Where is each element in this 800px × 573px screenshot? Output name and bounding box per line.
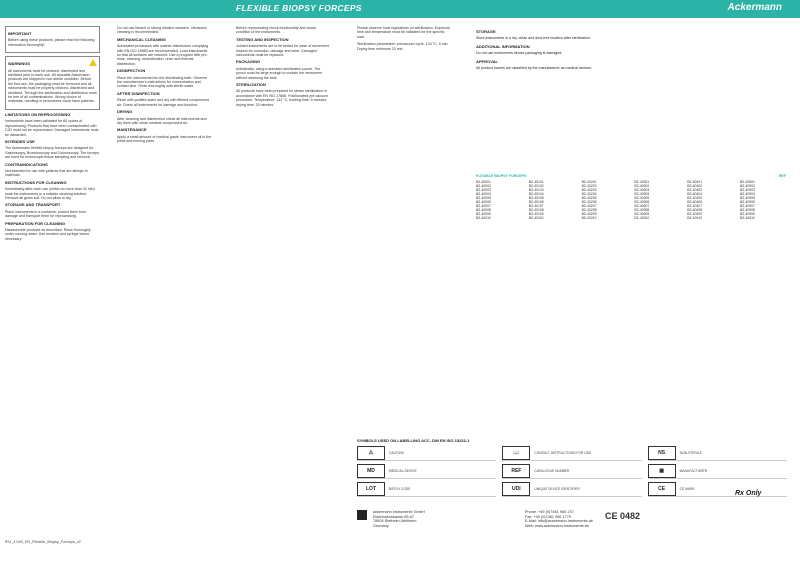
- reference-code: BZ-40003: [476, 187, 491, 192]
- column-4: [357, 26, 452, 54]
- symbol-description: UNIQUE DEVICE IDENTIFIER: [534, 486, 580, 491]
- symbol-description: MANUFACTURER: [679, 468, 708, 473]
- symbol-description: MEDICAL DEVICE: [389, 468, 417, 473]
- limitations-title: LIMITATIONS ON REPROCESSING: [5, 111, 71, 117]
- ce-mark: CE 0482: [605, 511, 641, 521]
- reference-code: BZ-40406: [687, 199, 703, 204]
- reference-code: BZ-40303: [634, 187, 650, 192]
- reference-code: BZ-40408: [687, 207, 703, 212]
- reference-code: BZ-40510: [739, 215, 755, 220]
- reference-code: BZ-40508: [739, 207, 755, 212]
- col3-intro: Before reprocessing check functionality and visual condition of the instruments.: [236, 26, 316, 35]
- reference-code: BZ-40310: [634, 215, 650, 220]
- limitations-text: Instruments have been validated for 60 cycles of reprocessing. Products that have been contaminated with CJD must not be reprocessed. Damaged instruments must be discarded.: [5, 119, 99, 137]
- maintenance-text: Apply a small amount of medical grade instrument oil to the joints and moving parts.: [117, 134, 212, 144]
- address-line-4: Germany: [373, 523, 389, 528]
- storage-transport-text: Place instruments in a container, protect them from damage and transport them for reprocessing.: [5, 209, 87, 219]
- reference-code: BZ-40307: [634, 203, 650, 208]
- contact-info: [525, 510, 593, 528]
- symbol-row: [502, 445, 641, 461]
- reference-code: BZ-40106: [528, 199, 544, 204]
- col2-intro: Do not use bleach or strong alkaline cleaners. Ultrasonic cleaning is recommended.: [117, 26, 207, 35]
- reference-code: BZ-40304: [634, 191, 650, 196]
- reference-code: BZ-40108: [528, 207, 544, 212]
- reference-code: BZ-40404: [687, 191, 703, 196]
- mechanical-cleaning-text: Automated processes with washer-disinfectors complying with EN ISO 15883 are recommended. Load instruments so that all surfaces are reached. Use a program with pre-rinse, cleaning, neutralisation, rinse and thermal disinfection.: [117, 44, 209, 66]
- reference-code: BZ-40507: [739, 203, 755, 208]
- disinfection-title: DISINFECTION: [117, 68, 146, 74]
- warnings-title: WARNINGS: [8, 61, 30, 67]
- reference-code: BZ-40302: [634, 183, 650, 188]
- reference-column: [687, 181, 733, 221]
- reference-code: BZ-40101: [528, 179, 544, 184]
- symbol-description: CAUTION: [389, 450, 404, 455]
- reference-code: BZ-40306: [634, 199, 650, 204]
- reference-code: BZ-40110: [528, 215, 544, 220]
- symbol-icon: MD: [357, 464, 385, 478]
- intended-use-title: INTENDED USE: [5, 138, 35, 144]
- contraindications-text: Not intended for use with patients that are allergic to materials.: [5, 168, 88, 178]
- symbol-description: BATCH CODE: [389, 486, 411, 491]
- symbol-row: [648, 445, 787, 461]
- contraindications-title: CONTRAINDICATIONS: [5, 161, 48, 167]
- reference-code: BZ-40002: [476, 183, 491, 188]
- warning-triangle-icon: [89, 59, 97, 66]
- reference-code: BZ-40008: [476, 207, 491, 212]
- reference-columns: [476, 181, 786, 221]
- address-line-2: Eisenbahnstrasse 65-67: [373, 514, 414, 519]
- approval-text: All product names are classified by the manufacturer as medical devices.: [476, 66, 593, 71]
- important-box: [5, 26, 100, 53]
- reference-code: BZ-40105: [528, 195, 544, 200]
- reference-column: [740, 181, 786, 221]
- reference-code: BZ-40109: [528, 211, 544, 216]
- approval-title: APPROVAL: [476, 58, 498, 64]
- reference-code: BZ-40405: [687, 195, 703, 200]
- reference-code: BZ-40102: [528, 183, 544, 188]
- reference-code: BZ-40107: [528, 203, 544, 208]
- symbols-grid: [357, 445, 787, 497]
- col4-text-1: Please observe local regulations on sterilization. Exposure time and temperature must be validated for the specific load.: [357, 26, 450, 39]
- reference-code: BZ-40007: [476, 203, 491, 208]
- after-disinfection-text: Rinse with purified water and dry with filtered compressed air. Check all instruments for damage and function.: [117, 98, 209, 107]
- storage-title: STORAGE: [476, 29, 496, 34]
- symbol-row: [648, 463, 787, 479]
- document-id: IFU_3 049_EN_Flexible_Biopsy_Forceps_v2: [5, 540, 81, 544]
- reference-code: BZ-40201: [581, 179, 597, 184]
- reference-code: BZ-40202: [581, 183, 597, 188]
- phone: Phone: +49 (0)7461 966 170: [525, 510, 574, 514]
- disinfection-text: Place the instruments into the disinfecting bath. Observe the manufacturer's instructions for concentration and contact time. Rinse thoroughly with sterile water.: [117, 75, 207, 89]
- reference-code: BZ-40001: [476, 179, 491, 184]
- packaging-text: Individually: using a standard sterilization pouch. The pouch must be large enough to contain the instrument without stressing the seal.: [236, 66, 322, 80]
- symbol-icon: UDI: [502, 482, 530, 496]
- sterilization-title: STERILIZATION: [236, 82, 266, 88]
- after-disinfection-title: AFTER DISINFECTION: [117, 90, 160, 96]
- symbol-row: [502, 481, 641, 497]
- drying-title: DRYING: [117, 109, 133, 115]
- testing-text: Jointed instruments are to be tested for ease of movement. Inspect for corrosion, damage and wear. Damaged instruments must be replaced.: [236, 44, 330, 58]
- col4-text-2: Sterilization parameters: prevacuum cycle, 134 °C, 5 min. Drying time minimum 20 min.: [357, 42, 449, 51]
- warnings-box: [5, 56, 100, 110]
- reference-code: BZ-40206: [581, 199, 597, 204]
- header-bar: [0, 0, 800, 18]
- intended-use-text: The Ackermann flexible biopsy forceps are designed for Gastroscopy, Bronchoscopy and Colonoscopy. The forceps are used for endoscopic tissue sampling and removal.: [5, 146, 100, 160]
- packaging-title: PACKAGING: [236, 59, 261, 65]
- reference-table: [476, 175, 786, 430]
- symbol-description: NON-STERILE: [679, 450, 702, 455]
- website: Web: www.ackermann-instrumente.de: [525, 523, 590, 528]
- reference-code: BZ-40403: [687, 187, 703, 192]
- drying-text: After cleaning and disinfection check all instruments and dry them with clean medical compressed air.: [117, 116, 207, 125]
- reference-code: BZ-40207: [581, 203, 597, 208]
- reference-code: BZ-40402: [687, 183, 703, 188]
- reference-code: BZ-40103: [528, 187, 544, 192]
- storage-text: Store instruments in a dry, clean and dust-free location after sterilization.: [476, 36, 591, 41]
- reference-code: BZ-40004: [476, 191, 491, 196]
- symbols-title: SYMBOLS USED ON LABELLING ACC. DIN EN ISO 15223-1: [357, 438, 470, 443]
- reference-code: BZ-40209: [581, 211, 597, 216]
- fax: Fax: +49 (0)7461 966 1779: [525, 514, 571, 519]
- additional-info-title: ADDITIONAL INFORMATION: [476, 43, 530, 49]
- reference-column: [634, 181, 680, 221]
- reference-column: [582, 181, 628, 221]
- reference-code: BZ-40502: [739, 183, 755, 188]
- rx-only-label: Rx Only: [735, 490, 762, 497]
- symbol-description: CONSULT INSTRUCTIONS FOR USE: [534, 450, 591, 455]
- column-2: [117, 26, 212, 147]
- symbol-icon: REF: [502, 464, 530, 478]
- right-top-section: [476, 26, 786, 73]
- reference-table-header: [476, 175, 786, 179]
- reference-code: BZ-40308: [634, 207, 650, 212]
- reference-code: BZ-40305: [634, 195, 650, 200]
- symbol-description: CATALOGUE NUMBER: [534, 468, 570, 473]
- reference-code: BZ-40006: [476, 199, 491, 204]
- symbol-row: [648, 481, 787, 497]
- warnings-text: All instruments must be cleaned, disinfected and sterilized prior to each use. All reusable Ackermann products are shipped in non-sterile condition. Before the first use, the packaging must be removed and all instruments must be properly cleaned, disinfected and sterilized. Through the sterilization and distribution must be free of all contaminations. Wrong choice of materials, handling or procedures could harm patients.: [8, 68, 97, 104]
- reference-code: BZ-40407: [687, 203, 703, 208]
- reference-code: BZ-40504: [739, 191, 755, 196]
- symbol-icon: CE: [648, 482, 676, 496]
- additional-info-text: Do not use instruments whose packaging is damaged.: [476, 51, 563, 56]
- reference-code: BZ-40309: [634, 211, 650, 216]
- reference-code: BZ-40501: [739, 179, 755, 184]
- reference-code: BZ-40509: [739, 211, 755, 216]
- reference-code: BZ-40208: [581, 207, 597, 212]
- preparation-text: Disassemble products as described. Rinse thoroughly under running water. Use brushes and syringe where necessary.: [5, 228, 91, 241]
- reference-column: [476, 181, 522, 221]
- reference-code: BZ-40204: [581, 191, 597, 196]
- reference-code: BZ-40104: [528, 191, 544, 196]
- maintenance-title: MAINTENANCE: [117, 127, 147, 133]
- testing-title: TESTING AND INSPECTION: [236, 36, 289, 42]
- reference-code: BZ-40301: [634, 179, 650, 184]
- column-3: [236, 26, 331, 110]
- reference-table-title: FLEXIBLE BIOPSY FORCEPS: [476, 174, 527, 178]
- symbol-row: [357, 463, 496, 479]
- storage-transport-title: STORAGE AND TRANSPORT: [5, 202, 61, 208]
- reference-code: BZ-40005: [476, 195, 491, 200]
- reference-code: BZ-40503: [739, 187, 755, 192]
- email: E-Mail: info@ackermann-instrumente.de: [525, 519, 594, 524]
- footer: [357, 510, 787, 550]
- instructions-text: Immediately after each use (within no more than 30 min) soak the instruments in a suitable cleaning solution. Remove all gross soil. Do not allow to dry.: [5, 187, 95, 200]
- mechanical-cleaning-title: MECHANICAL CLEANING: [117, 36, 166, 42]
- reference-code: BZ-40010: [476, 215, 491, 220]
- symbol-description: CE MARK: [679, 486, 695, 491]
- sterilization-text: All products have been prepared for steam sterilization in accordance with EN ISO 17665. Fractionated pre-vacuum procedure. Temperature: 134 °C, holding time: 5 minutes, drying time: 20 minutes.: [236, 89, 329, 107]
- reference-code: BZ-40210: [581, 215, 597, 220]
- column-1: [5, 26, 100, 244]
- symbol-icon: ▦: [648, 464, 676, 478]
- reference-code: BZ-40009: [476, 211, 491, 216]
- manufacturer-icon: [357, 510, 367, 520]
- symbol-row: [357, 445, 496, 461]
- reference-label: REF: [778, 174, 786, 178]
- symbol-icon: LOT: [357, 482, 385, 496]
- symbol-icon: NS: [648, 446, 676, 460]
- symbols-table: [357, 438, 787, 506]
- important-title: IMPORTANT: [8, 31, 32, 36]
- address-line-1: ackermann instrumente GmbH: [373, 510, 425, 514]
- instructions-title: INSTRUCTIONS FOR CLEANING: [5, 179, 67, 185]
- important-text: Before using these products, please read the following information thoroughly!: [8, 38, 95, 47]
- reference-code: BZ-40409: [687, 211, 703, 216]
- reference-column: [529, 181, 575, 221]
- reference-code: BZ-40401: [687, 179, 703, 184]
- reference-code: BZ-40205: [581, 195, 597, 200]
- address-line-3: 78604 Rietheim-Weilheim: [373, 519, 417, 524]
- reference-code: BZ-40410: [687, 215, 703, 220]
- symbol-icon: 📖: [502, 446, 530, 460]
- preparation-title: PREPARATION FOR CLEANING: [5, 220, 66, 226]
- brand-logo: Ackermann: [727, 2, 782, 13]
- symbol-row: [357, 481, 496, 497]
- reference-code: BZ-40203: [581, 187, 597, 192]
- symbol-icon: ⚠: [357, 446, 385, 460]
- document-title: FLEXIBLE BIOPSY FORCEPS: [236, 3, 362, 13]
- symbol-row: [502, 463, 641, 479]
- reference-code: BZ-40506: [739, 199, 755, 204]
- reference-code: BZ-40505: [739, 195, 755, 200]
- manufacturer-address: [373, 510, 425, 528]
